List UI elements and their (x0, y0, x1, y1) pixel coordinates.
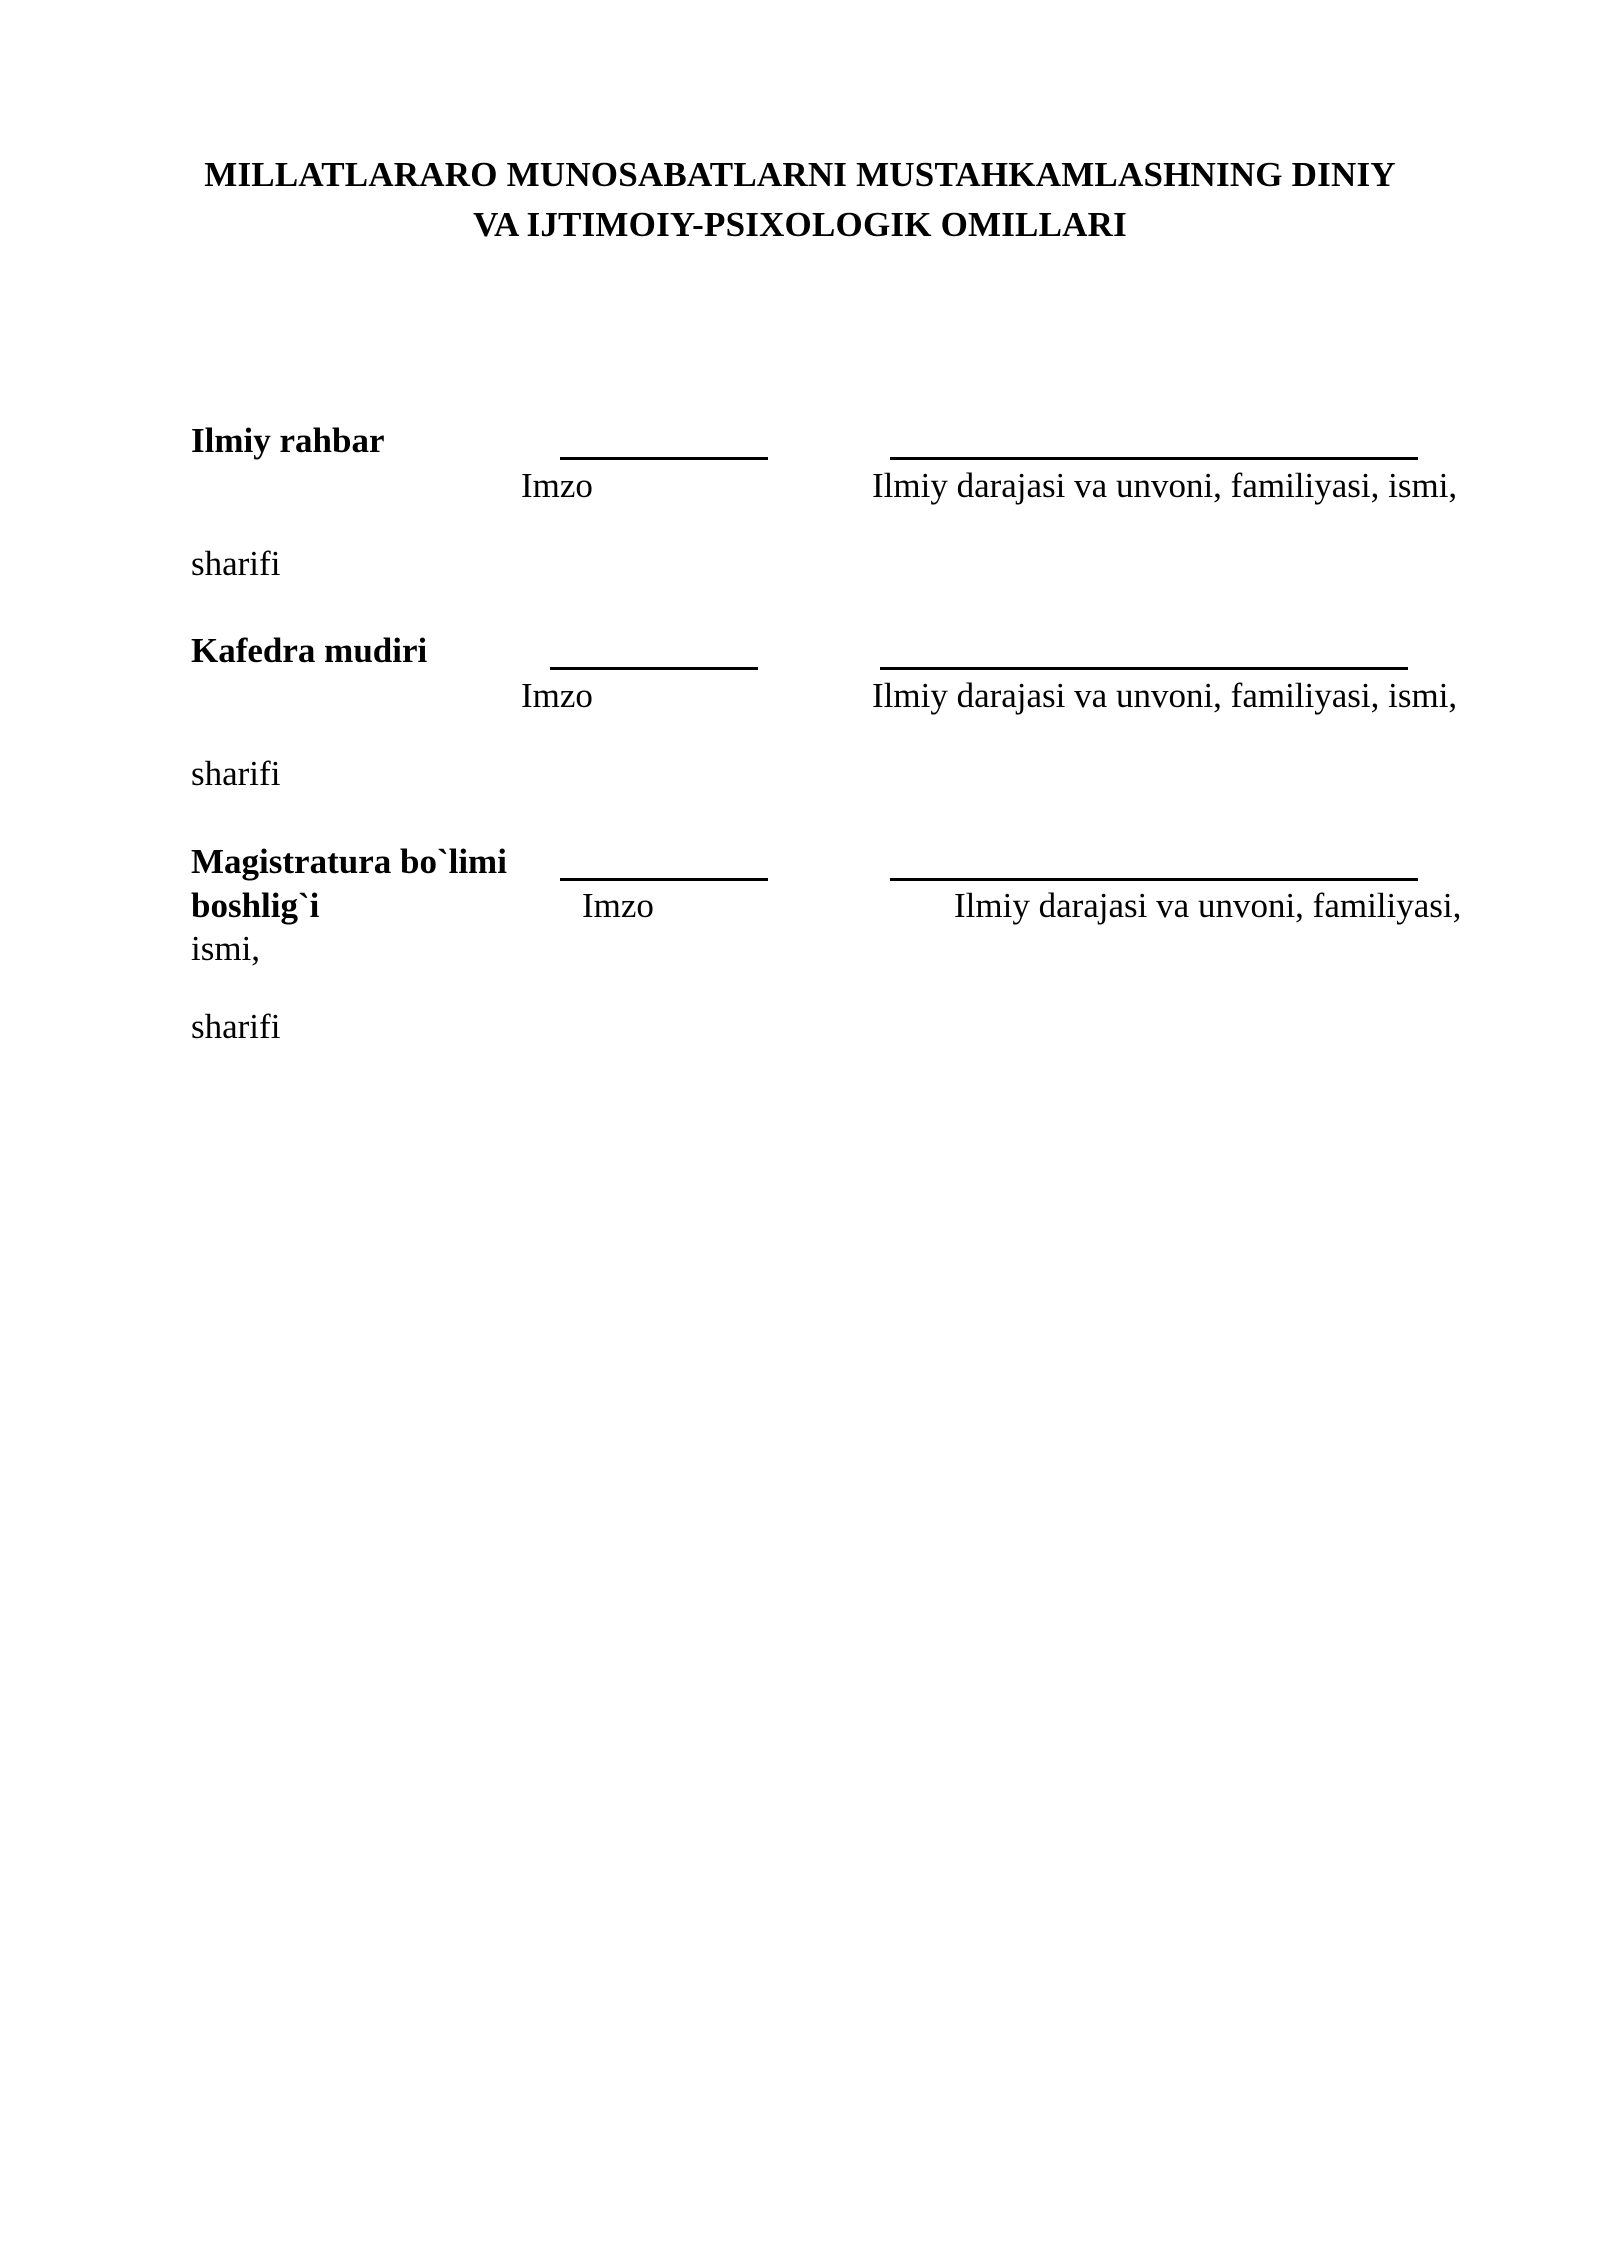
details-line (880, 667, 1408, 670)
signature-line (550, 667, 758, 670)
role-label-line-1: Magistratura bo`limi (191, 842, 507, 881)
signature-line (560, 878, 768, 881)
role-label: Ilmiy rahbar (191, 421, 385, 460)
details-caption: Ilmiy darajasi va unvoni, familiyasi, ismi, (872, 466, 1458, 505)
signature-caption: Imzo (521, 676, 593, 715)
details-caption: Ilmiy darajasi va unvoni, familiyasi, (954, 886, 1462, 925)
role-label: Kafedra mudiri (191, 631, 428, 670)
signature-line (560, 457, 768, 460)
signature-caption: Imzo (521, 466, 593, 505)
document-title (0, 150, 1600, 250)
role-label-line-2: boshlig`i (191, 886, 320, 925)
details-caption: Ilmiy darajasi va unvoni, familiyasi, ismi, (872, 676, 1458, 715)
signature-caption: Imzo (582, 886, 654, 925)
details-caption-wrap: sharifi (191, 544, 281, 583)
details-caption-wrap-2: sharifi (191, 1007, 281, 1046)
details-caption-wrap: sharifi (191, 754, 281, 793)
details-line (890, 878, 1418, 881)
details-caption-wrap: ismi, (191, 929, 261, 968)
title-line-2: VA IJTIMOIY-PSIXOLOGIK OMILLARI (473, 205, 1127, 244)
details-line (890, 457, 1418, 460)
title-line-1: MILLATLARARO MUNOSABATLARNI MUSTAHKAMLASHNING DINIY (204, 155, 1396, 194)
